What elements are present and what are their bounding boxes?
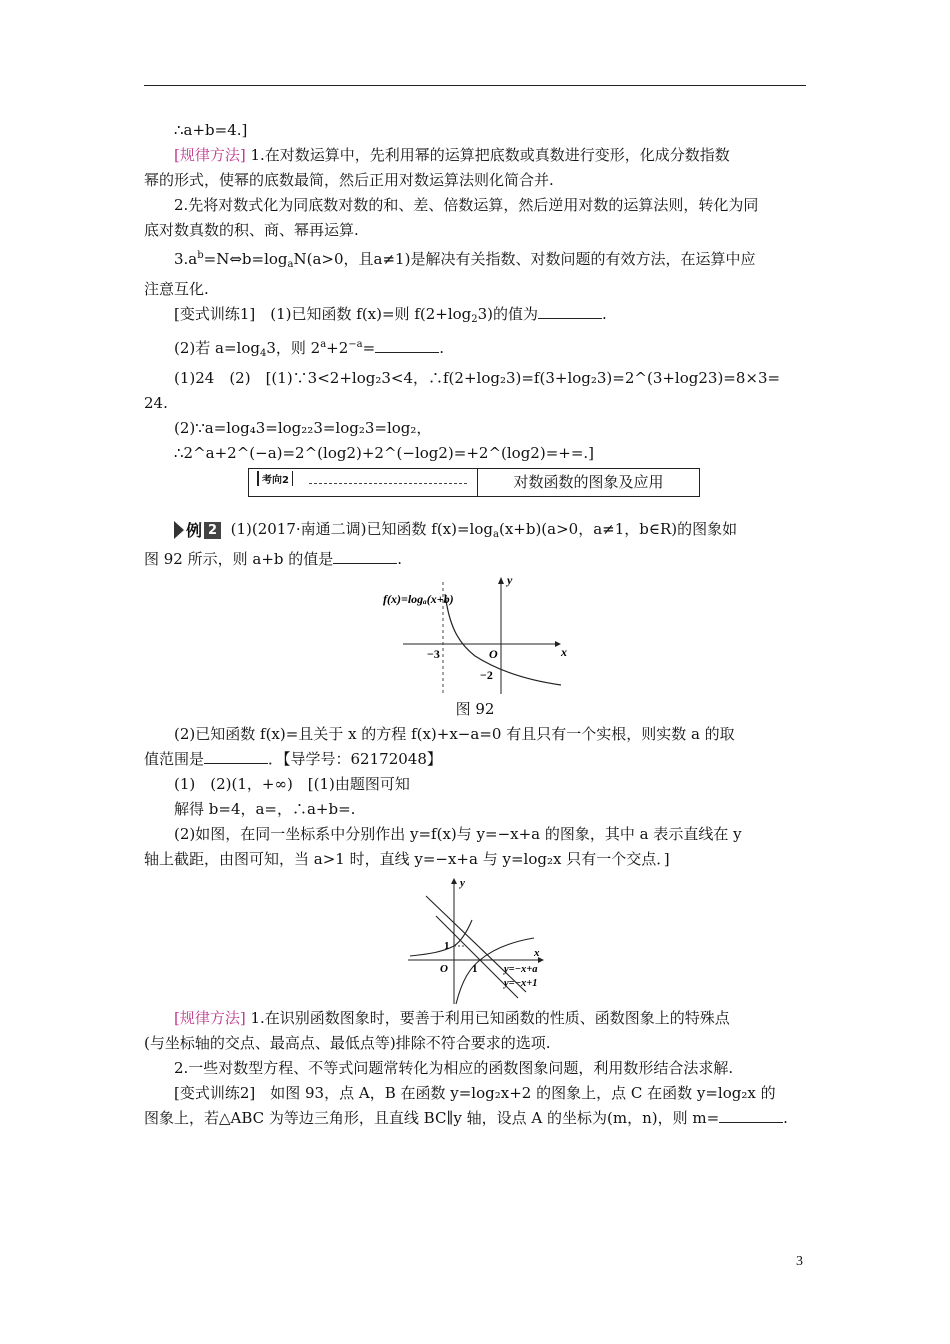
topic-label: 考向2 bbox=[257, 471, 293, 486]
fig2-line-1-label: y=−x+1 bbox=[504, 978, 538, 989]
figure-92-x-label: x bbox=[561, 645, 567, 659]
figure-intersection bbox=[400, 876, 550, 1006]
method-b-line-3: 2.一些对数型方程、不等式问题常转化为相应的函数图象问题，利用数形结合法求解. bbox=[174, 1059, 734, 1077]
method-1-line-1: [规律方法] 1.在对数运算中，先利用幂的运算把底数或真数进行变形，化成分数指数 bbox=[174, 146, 730, 164]
figure-92-y-tick: −2 bbox=[480, 668, 493, 682]
question-2-line-2: 值范围是 ．【导学号：62172048】 bbox=[144, 750, 442, 768]
example-arrow-icon bbox=[174, 521, 184, 539]
topic-title: 对数函数的图象及应用 bbox=[513, 473, 664, 491]
method-3-line-2: 注意互化. bbox=[144, 280, 209, 298]
variant-1-q2: (2)若 $a=\log_43$，则 $2^a+2^{-a}=$ . bbox=[174, 339, 444, 359]
topic-dash-line bbox=[309, 483, 467, 484]
fig2-tick-x: 1 bbox=[472, 963, 478, 975]
method-tag: [规律方法] bbox=[174, 1009, 246, 1027]
answer-line-1: (1)24 (2) [(1)∵3<2+log₂3<4，∴f(2+log₂3)=f(3+log₂3)=2^(3+log23)=8×3= bbox=[174, 369, 781, 387]
header-rule bbox=[144, 85, 806, 86]
fig2-line-a-label: y=−x+a bbox=[504, 964, 538, 975]
solution-line-3: (2)如图，在同一坐标系中分别作出 y=f(x)与 y=−x+a 的图象，其中 a 表示直线在 y bbox=[174, 825, 742, 843]
fig2-origin: O bbox=[440, 963, 448, 975]
method-b-line-2: (与坐标轴的交点、最高点、最低点等)排除不符合要求的选项. bbox=[144, 1034, 551, 1052]
fig2-tick-y: 1 bbox=[444, 940, 450, 952]
figure-92-origin: O bbox=[489, 647, 498, 661]
variant-1-q1: [变式训练1] (1)已知函数 f(x)=则 $f(2+\log_23)$的值为 . bbox=[174, 305, 607, 325]
figure-92 bbox=[375, 572, 575, 697]
topic-left-cell bbox=[249, 469, 478, 496]
answer-blank bbox=[333, 549, 397, 564]
answer-blank bbox=[375, 338, 439, 353]
method-1-line-2: 幂的形式，使幂的底数最简，然后正用对数运算法则化简合并. bbox=[144, 171, 554, 189]
method-3-line-1: $3.a^b=N\Leftrightarrow b=\log_aN(a>0$，且a≠1)是解决有关指数、对数问题的有效方法，在运算中应 bbox=[174, 250, 756, 270]
page-content bbox=[144, 118, 806, 1131]
variant-2-line-1: [变式训练2] 如图 93，点 A，B 在函数 y=log₂x+2 的图象上，点 C 在函数 y=log₂x 的 bbox=[174, 1084, 776, 1102]
answer-line-2: 24. bbox=[144, 394, 168, 412]
solution-line-4: 轴上截距，由图可知，当 a>1 时，直线 y=−x+a 与 y=log₂x 只有一个交点．] bbox=[144, 850, 670, 868]
method-tag: [规律方法] bbox=[174, 146, 246, 164]
figure-92-func-label: f(x)=logₐ(x+b) bbox=[383, 592, 454, 606]
method-2-line-1: 2.先将对数式化为同底数对数的和、差、倍数运算，然后逆用对数的运算法则，转化为同 bbox=[174, 196, 759, 214]
method-b-line-1: [规律方法] 1.在识别函数图象时，要善于利用已知函数的性质、函数图象上的特殊点 bbox=[174, 1009, 730, 1027]
answer-blank bbox=[204, 749, 268, 764]
question-2-line-1: (2)已知函数 f(x)=且关于 x 的方程 f(x)+x−a=0 有且只有一个实根，则实数 a 的取 bbox=[174, 725, 735, 743]
figure-92-caption: 图 92 bbox=[455, 700, 495, 718]
figure-92-log-curve bbox=[445, 594, 561, 685]
answer-line-3: (2)∵a=log₄3=log₂₂3=log₂3=log₂， bbox=[174, 419, 432, 437]
example-2-line-1: 例 2 (1)(2017·南通二调)已知函数 $f(x)=\log_a(x+b)(a>0$，a≠1，b∈R)的图象如 bbox=[144, 517, 806, 547]
example-2-line-2: 图 92 所示，则 a+b 的值是 . bbox=[144, 550, 403, 568]
answer-blank bbox=[538, 304, 602, 319]
fig2-x-label: x bbox=[534, 947, 540, 959]
answer-line-4: ∴2^a+2^(−a)=2^(log2)+2^(−log2)=+2^(log2)=+=.] bbox=[174, 444, 595, 462]
solution-line-2: 解得 b=4，a=，∴a+b=. bbox=[174, 800, 356, 818]
fig2-exp-curve bbox=[410, 920, 472, 956]
figure-92-x-tick: −3 bbox=[427, 647, 440, 661]
figure-92-y-label: y bbox=[507, 573, 513, 587]
solution-line-1: (1) (2)(1，+∞) [(1)由题图可知 bbox=[174, 775, 410, 793]
fig2-y-label: y bbox=[460, 877, 465, 889]
line-conclusion: ∴a+b=4.] bbox=[174, 121, 248, 139]
fig2-y-arrow bbox=[451, 878, 457, 884]
page-number: 3 bbox=[796, 1254, 803, 1269]
answer-blank bbox=[719, 1108, 783, 1123]
figure-92-y-arrow bbox=[498, 577, 504, 584]
variant-2-line-2: 图象上，若△ABC 为等边三角形，且直线 BC∥y 轴，设点 A 的坐标为(m，n)，则 m= . bbox=[144, 1109, 788, 1127]
method-2-line-2: 底对数真数的积、商、幂再运算. bbox=[144, 221, 359, 239]
example-badge: 例 2 bbox=[174, 518, 221, 543]
topic-banner bbox=[248, 468, 700, 497]
